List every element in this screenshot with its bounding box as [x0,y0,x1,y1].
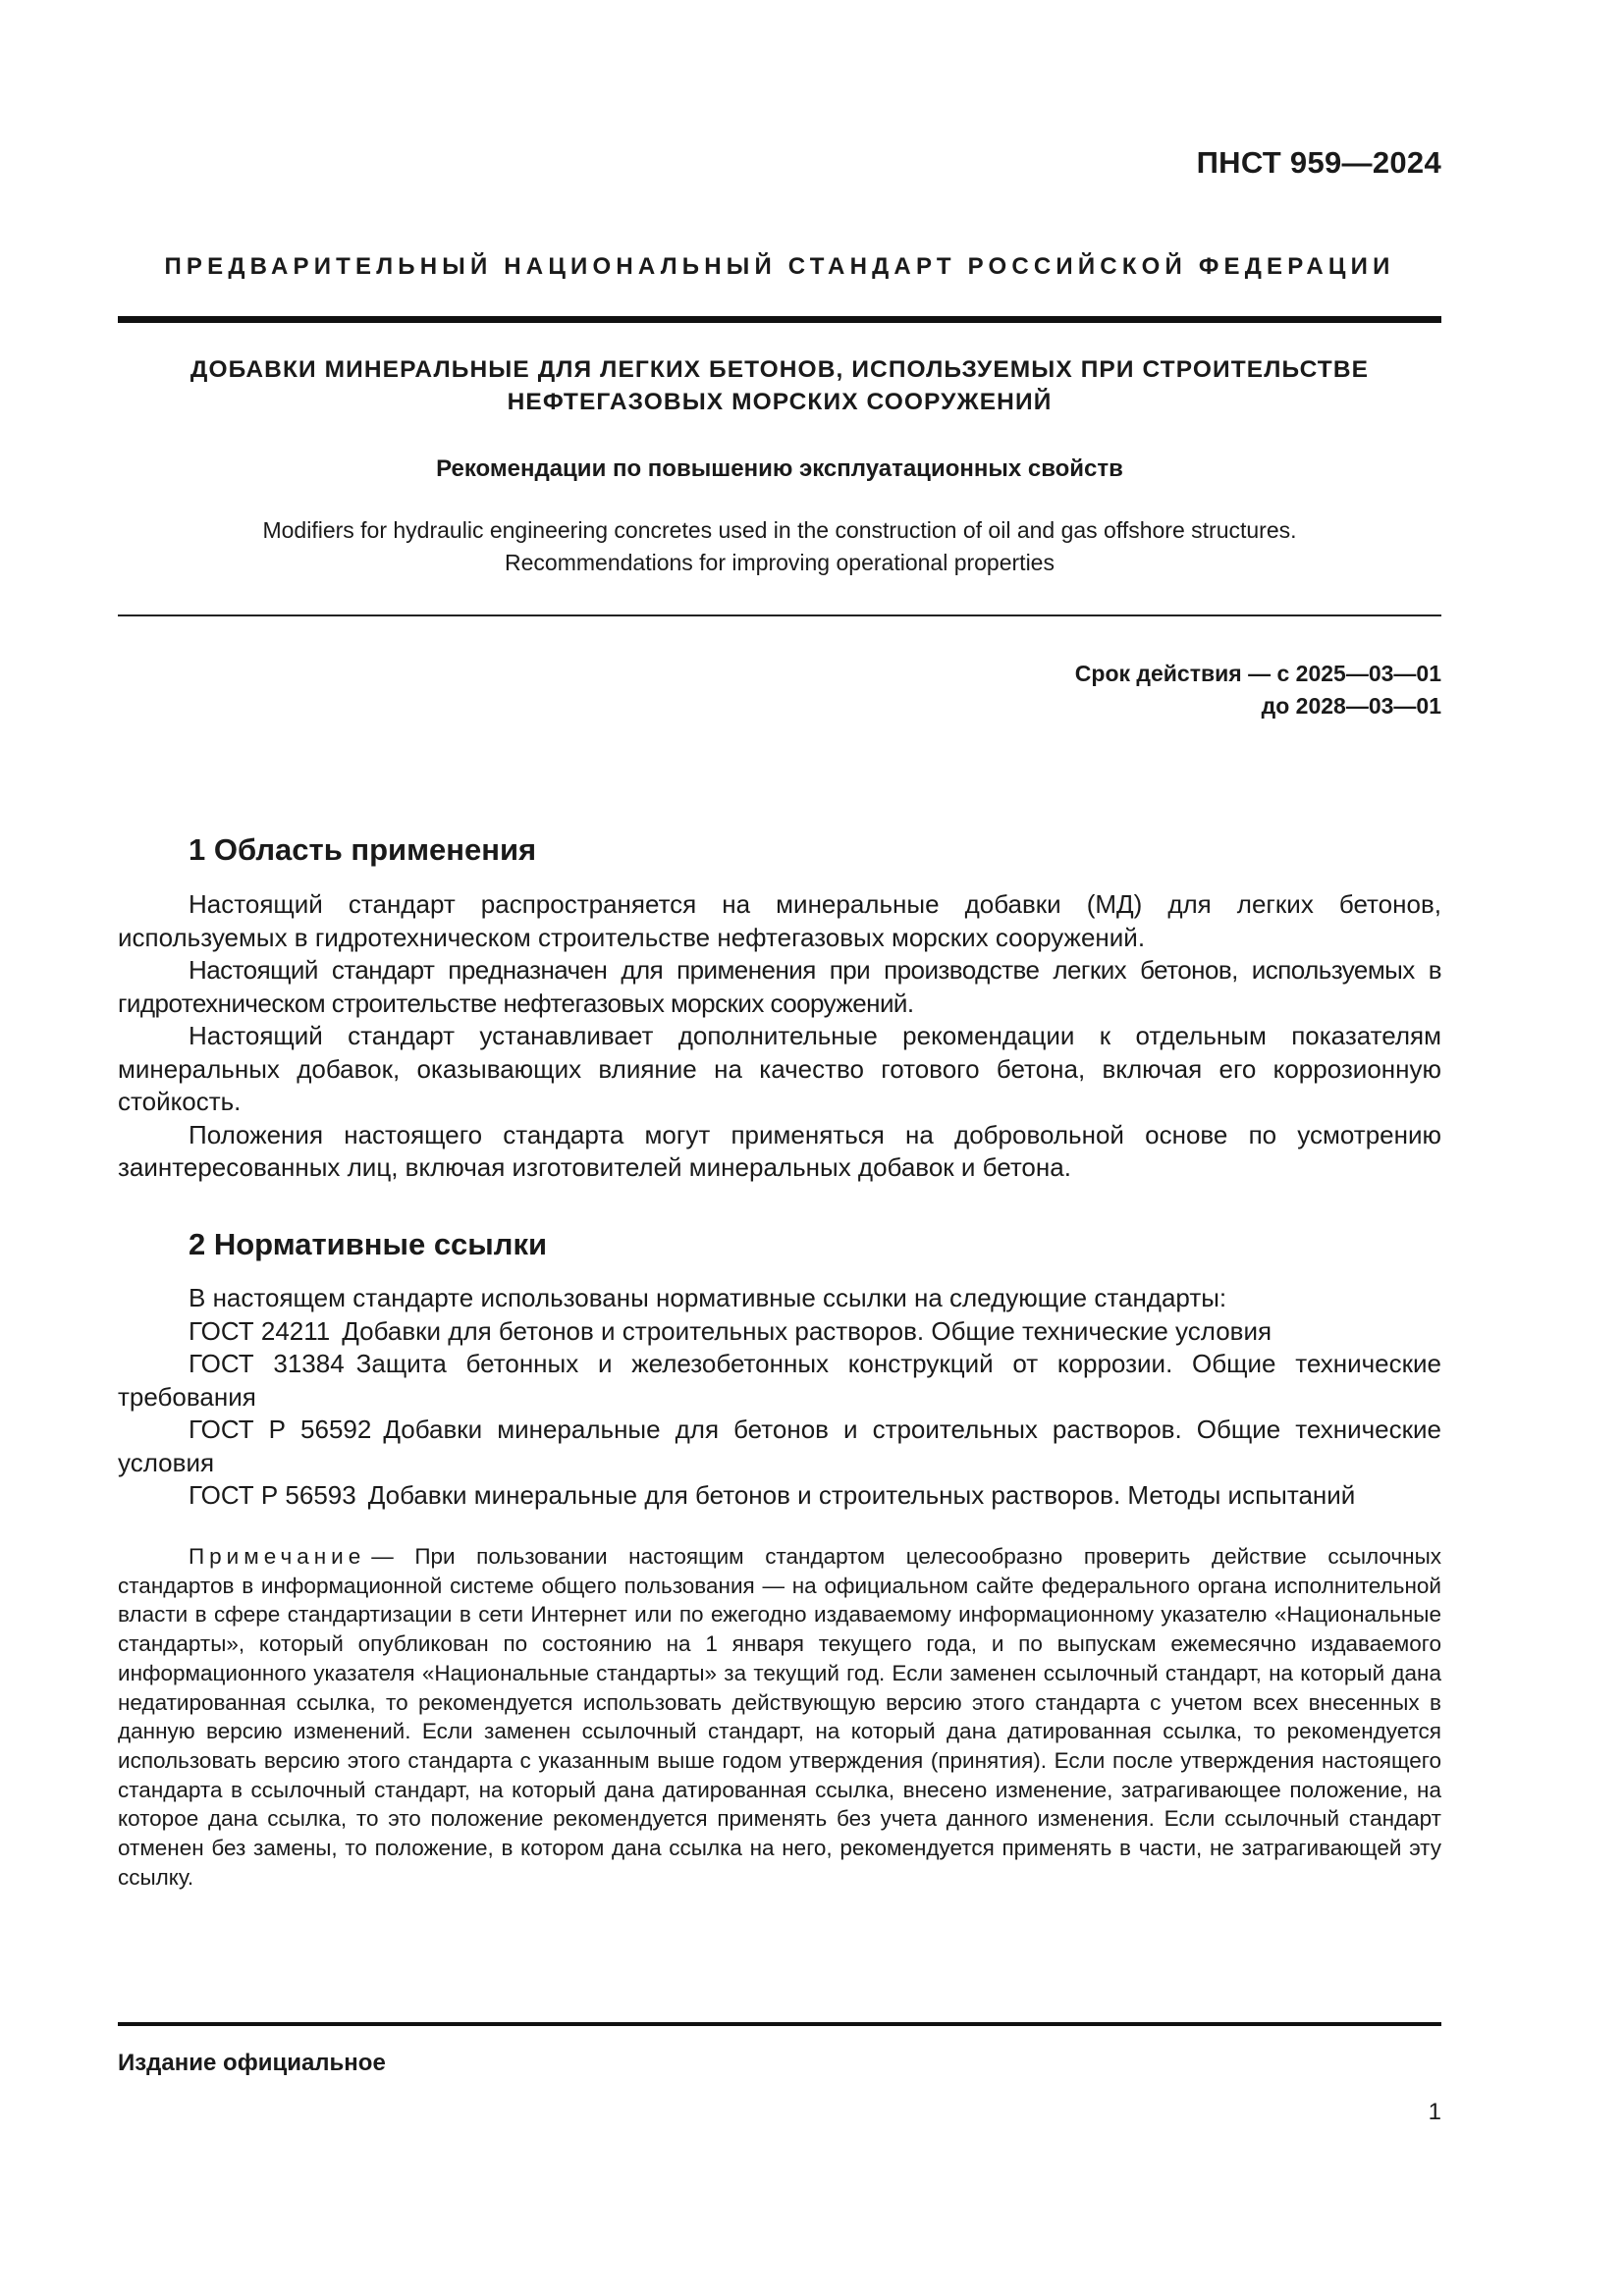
reference-code: ГОСТ 24211 [189,1315,331,1346]
page-number: 1 [1428,2099,1441,2125]
document-title-en [118,514,1441,579]
footer-divider [118,2022,1441,2026]
standard-type-heading: ПРЕДВАРИТЕЛЬНЫЙ НАЦИОНАЛЬНЫЙ СТАНДАРТ РОССИЙСКОЙ ФЕДЕРАЦИИ [164,253,1395,280]
note-paragraph [118,1542,1441,1892]
validity-period [1075,658,1441,722]
validity-end: до 2028—03—01 [1261,693,1441,719]
section-1-paragraph: Положения настоящего стандарта могут применяться на добровольной основе по усмотрению заинтересованных лиц, включая изготовителей минеральных добавок и бетона. [118,1119,1441,1182]
reference-item [118,1348,1441,1414]
header-divider [118,316,1441,323]
references-note [118,1542,1441,1892]
document-number: ПНСТ 959—2024 [1196,145,1441,180]
section-1-heading: 1 Область применения [189,832,537,867]
section-2-heading: 2 Нормативные ссылки [189,1227,548,1261]
reference-title: Добавки для бетонов и строительных растворов. Общие технические условия [342,1315,1272,1346]
reference-code: ГОСТ 31384 [189,1349,345,1378]
title-ru-line-2: НЕФТЕГАЗОВЫХ МОРСКИХ СООРУЖЕНИЙ [507,389,1053,415]
note-label: Примечание [189,1544,366,1569]
section-1-paragraph: Настоящий стандарт предназначен для применения при производстве легких бетонов, используемых в гидротехническом строительстве нефтегазовых морских сооружений. [118,955,1441,1018]
section-1-body [118,888,1441,1185]
reference-title: Добавки минеральные для бетонов и строительных растворов. Методы испытаний [367,1480,1356,1510]
title-en-line-1: Modifiers for hydraulic engineering concretes used in the construction of oil and gas offshore structures. [262,517,1297,543]
document-title-ru [118,353,1441,418]
section-2-body [118,1282,1441,1513]
validity-start: Срок действия — с 2025—03—01 [1074,661,1441,686]
reference-item [118,1479,1441,1513]
document-subtitle-ru: Рекомендации по повышению эксплуатационных свойств [436,455,1123,482]
reference-item [118,1315,1441,1349]
reference-code: ГОСТ Р 56592 [189,1415,372,1444]
reference-item [118,1414,1441,1479]
section-1-paragraph: Настоящий стандарт распространяется на минеральные добавки (МД) для легких бетонов, используемых в гидротехническом строительстве нефтегазовых морских сооружений. [118,889,1441,952]
section-2-intro: В настоящем стандарте использованы нормативные ссылки на следующие стандарты: [189,1283,1227,1312]
edition-label: Издание официальное [118,2050,386,2076]
reference-title: Защита бетонных и железобетонных конструкций от коррозии. Общие технические требования [118,1349,1441,1412]
reference-title: Добавки минеральные для бетонов и строительных растворов. Общие технические условия [118,1415,1442,1477]
title-ru-line-1: ДОБАВКИ МИНЕРАЛЬНЫЕ ДЛЯ ЛЕГКИХ БЕТОНОВ, ИСПОЛЬЗУЕМЫХ ПРИ СТРОИТЕЛЬСТВЕ [189,356,1370,383]
title-divider [118,614,1441,616]
title-en-line-2: Recommendations for improving operational properties [505,550,1055,575]
note-text: — При пользовании настоящим стандартом целесообразно проверить действие ссылочных стандартов в информационной системе общего пользования — на официальном сайте федерального органа исполнительной власти в сфере стандартизации в сети Интернет или по ежегодно издаваемому информационному указателю «Национальные стандарты», который опубликован по состоянию на 1 января текущего года, и по выпускам ежемесячно издаваемого информационного указателя «Национальные стандарты» за текущий год. Если заменен ссылочный стандарт, на который дана недатированная ссылка, то рекомендуется использовать действующую версию этого стандарта с учетом всех внесенных в данную версию изменений. Если заменен ссылочный стандарт, на который дана датированная ссылка, то рекомендуется использовать версию этого стандарта с указанным выше годом утверждения (принятия). Если после утверждения настоящего стандарта в ссылочный стандарт, на который дана датированная ссылка, внесено изменение, затрагивающее положение, на которое дана ссылка, то это положение рекомендуется применять без учета данного изменения. Если ссылочный стандарт отменен без замены, то положение, в котором дана ссылка на него, рекомендуется применять в части, не затрагивающей эту ссылку. [118,1544,1441,1890]
section-1-paragraph: Настоящий стандарт устанавливает дополнительные рекомендации к отдельным показателям минеральных добавок, оказывающих влияние на качество готового бетона, включая его коррозионную стойкость. [118,1021,1441,1116]
document-page [118,0,1441,2296]
reference-code: ГОСТ Р 56593 [189,1480,356,1510]
